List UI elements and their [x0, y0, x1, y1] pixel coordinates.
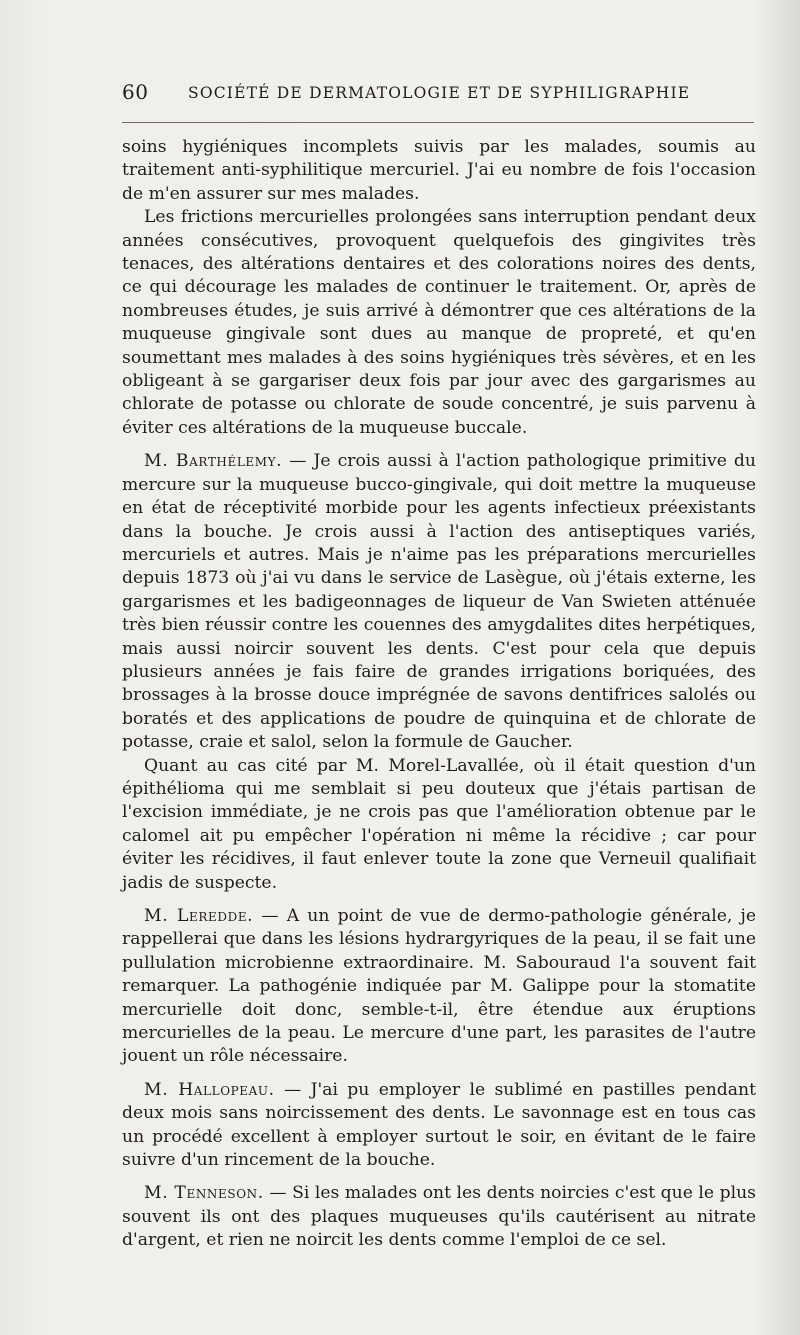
statement-barthelemy: — Je crois aussi à l'action pathologique primitive du mercure sur la muqueuse bucco-gingivale, qui doit mettre la muqueuse en état de réceptivité morbide pour les agents infectieux préexistants dans la bouche. Je crois aussi à l'action des antiseptiques variés, mercuriels et autres. Mais je n'aime pas les préparations mercurielles depuis 1873 où j'ai vu dans le service de Lasègue, où j'étais externe, les gargarismes et les badigeonnages de liqueur de Van Swieten atténuée très bien réussir contre les couennes des amygdalites dites herpétiques, mais aussi noircir souvent les dents. C'est pour cela que depuis plusieurs années je fais faire de grandes irrigations boriquées, des brossages à la brosse douce imprégnée de savons dentifrices salolés ou boratés et des applications de poudre de quinquina et de chlorate de potasse, craie et salol, selon la formule de Gaucher. [122, 451, 756, 753]
body-text [122, 136, 756, 1253]
paragraph-tenneson [122, 1182, 756, 1252]
speaker-tenneson: M. Tenneson. [144, 1183, 264, 1204]
paragraph-leredde [122, 905, 756, 1069]
statement-tenneson: — Si les malades ont les dents noircies c'est que le plus souvent ils ont des plaques muqueuses qu'ils cautérisent au nitrate d'argent, et rien ne noircit les dents comme l'emploi de ce sel. [122, 1183, 757, 1251]
page-number: 60 [122, 80, 149, 104]
page-header [122, 80, 756, 110]
paragraph-hallopeau [122, 1079, 756, 1173]
paragraph-continuation: soins hygiéniques incomplets suivis par les malades, soumis au traitement anti-syphilitique mercuriel. J'ai eu nombre de fois l'occasion de m'en assurer sur mes malades. [122, 137, 756, 204]
statement-leredde: — A un point de vue de dermo-pathologie générale, je rappellerai que dans les lésions hydrargyriques de la peau, il se fait une pullulation microbienne extraordinaire. M. Sabouraud l'a souvent fait remarquer. La pathogénie indiquée par M. Galippe pour la stomatite mercurielle doit donc, semble-t-il, être étendue aux éruptions mercurielles de la peau. Le mercure d'une part, les parasites de l'autre jouent un rôle nécessaire. [122, 906, 756, 1067]
speaker-hallopeau: M. Hallopeau. [144, 1079, 275, 1100]
running-title: SOCIÉTÉ DE DERMATOLOGIE ET DE SYPHILIGRAPHIE [188, 84, 691, 102]
speaker-barthelemy: M. Barthélemy. [144, 451, 283, 472]
paragraph-barthelemy [122, 450, 756, 754]
header-rule [122, 122, 754, 123]
speaker-leredde: M. Leredde. [144, 906, 254, 926]
statement-hallopeau: — J'ai pu employer le sublimé en pastilles pendant deux mois sans noircissement des dents. Le savonnage est en tous cas un procédé excellent à employer surtout le soir, en évitant de le faire suivre d'un rincement de la bouche. [122, 1079, 756, 1171]
paragraph-frictions: Les frictions mercurielles prolongées sans interruption pendant deux années consécutives, provoquent quelquefois des gingivites très tenaces, des altérations dentaires et des colorations noires des dents, ce qui décourage les malades de continuer le traitement. Or, après de nombreuses études, je suis arrivé à démontrer que ces altérations de la muqueuse gingivale sont dues au manque de propreté, et qu'en soumettant mes malades à des soins hygiéniques très sévères, et en les obligeant à se gargariser deux fois par jour avec des gargarismes au chlorate de potasse ou chlorate de soude concentré, je suis parvenu à éviter ces altérations de la muqueuse buccale. [122, 207, 756, 438]
paragraph-morel-lavallee-case: Quant au cas cité par M. Morel-Lavallée, où il était question d'un épithélioma qui me semblait si peu douteux que j'étais partisan de l'excision immédiate, je ne crois pas que l'amélioration obtenue par le calomel ait pu empêcher l'opération ni même la récidive ; car pour éviter les récidives, il faut enlever toute la zone que Verneuil qualifiait jadis de suspecte. [122, 755, 756, 893]
